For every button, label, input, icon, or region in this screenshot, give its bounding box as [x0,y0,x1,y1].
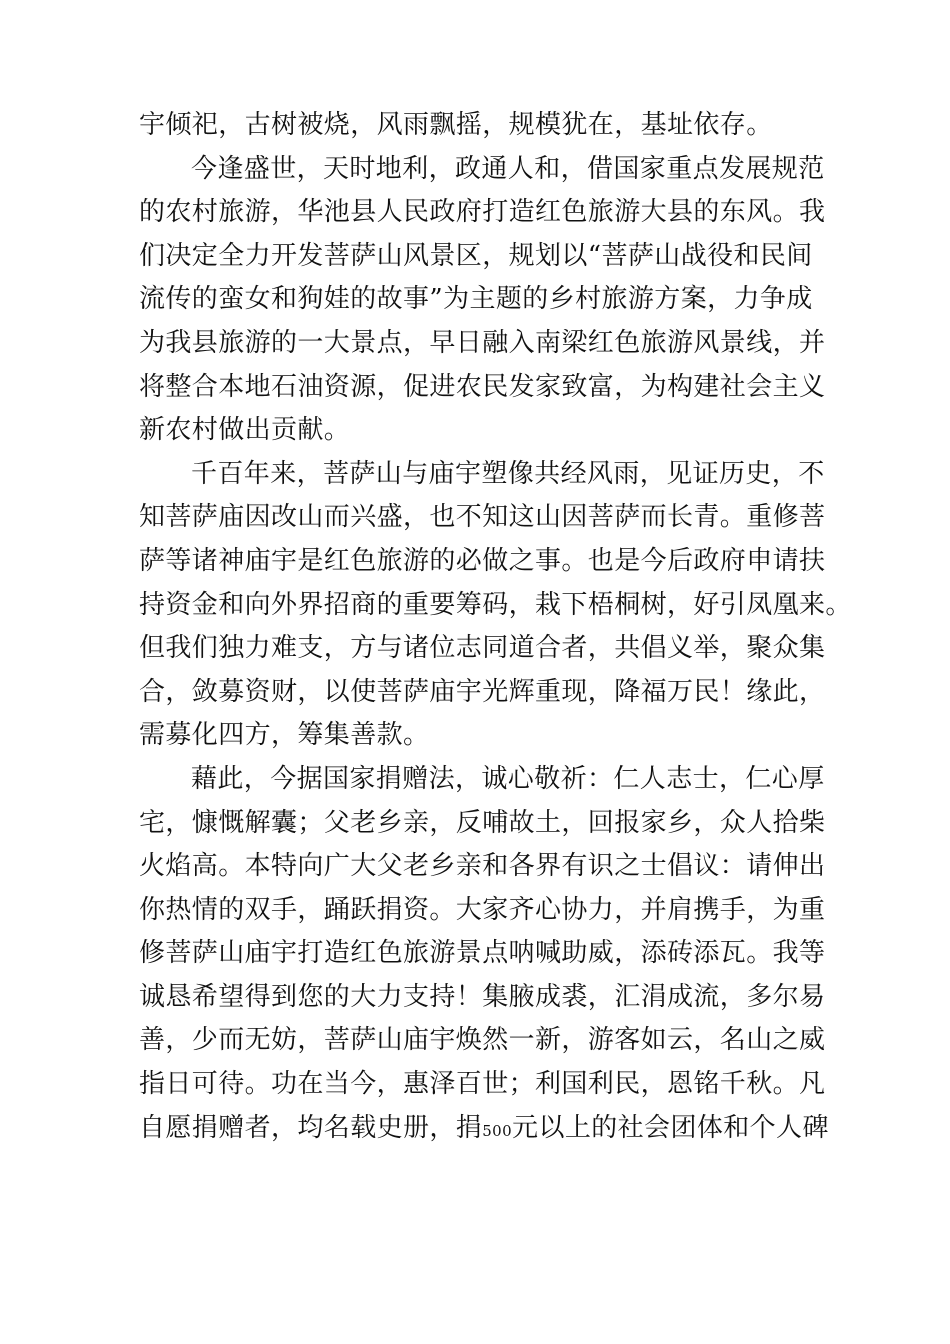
paragraph-4 [139,758,829,1150]
paragraph-3 [139,453,852,758]
text-line: 为我县旅游的一大景点，早日融入南梁红色旅游风景线，并 [139,327,826,358]
document-body [139,104,852,1150]
text-line: 宇倾祀，古树被烧，风雨飘摇，规模犹在，基址依存。 [139,110,773,140]
text-line: 千百年来，菩萨山与庙宇塑像共经风雨，见证历史，不 [191,458,825,489]
text-line: 今逢盛世，天时地利，政通人和，借国家重点发展规范 [191,153,825,184]
text-line: 的农村旅游，华池县人民政府打造红色旅游大县的东风。我 [139,197,826,228]
paragraph-2 [139,148,829,453]
text-line: 需募化四方，筹集善款。 [139,720,430,751]
text-line: 持资金和向外界招商的重要筹码，栽下梧桐树，好引凤凰来。 [139,589,852,620]
text-line: 指日可待。功在当今，惠泽百世；利国利民，恩铭千秋。凡 [139,1069,826,1100]
text-segment: 自愿捐赠者，均名载史册，捐 [139,1112,483,1143]
text-line: 藉此，今据国家捐赠法，诚心敬祈：仁人志士，仁心厚 [191,763,825,794]
text-line: 修菩萨山庙宇打造红色旅游景点呐喊助威，添砖添瓦。我等 [139,938,826,969]
text-line: 诚恳希望得到您的大力支持！集腋成裘，汇涓成流，多尔易 [139,981,826,1012]
text-line-last [139,1107,829,1151]
text-segment: 元以上的社会团体和个人碑 [512,1112,829,1143]
amount-number: 500 [482,1121,513,1140]
text-line: 你热情的双手，踊跃捐资。大家齐心协力，并肩携手，为重 [139,894,826,925]
text-line: 火焰高。本特向广大父老乡亲和各界有识之士倡议：请伸出 [139,851,826,882]
text-line: 善，少而无妨，菩萨山庙宇焕然一新，游客如云，名山之威 [139,1025,826,1056]
text-line: 宅，慷慨解囊；父老乡亲，反哺故土，回报家乡，众人拾柴 [139,807,826,838]
text-line: 将整合本地石油资源，促进农民发家致富，为构建社会主义 [139,371,826,402]
paragraph-1 [139,104,829,148]
text-line: 流传的蛮女和狗娃的故事”为主题的乡村旅游方案，力争成 [139,284,813,315]
text-line: 知菩萨庙因改山而兴盛，也不知这山因菩萨而长青。重修菩 [139,502,826,533]
text-line: 萨等诸神庙宇是红色旅游的必做之事。也是今后政府申请扶 [139,545,826,576]
text-line: 但我们独力难支，方与诸位志同道合者，共倡义举，聚众集 [139,633,826,664]
text-line: 新农村做出贡献。 [139,415,351,446]
text-line: 合，敛募资财，以使菩萨庙宇光辉重现，降福万民！缘此， [139,676,826,707]
text-line: 们决定全力开发菩萨山风景区，规划以“菩萨山战役和民间 [139,240,813,271]
